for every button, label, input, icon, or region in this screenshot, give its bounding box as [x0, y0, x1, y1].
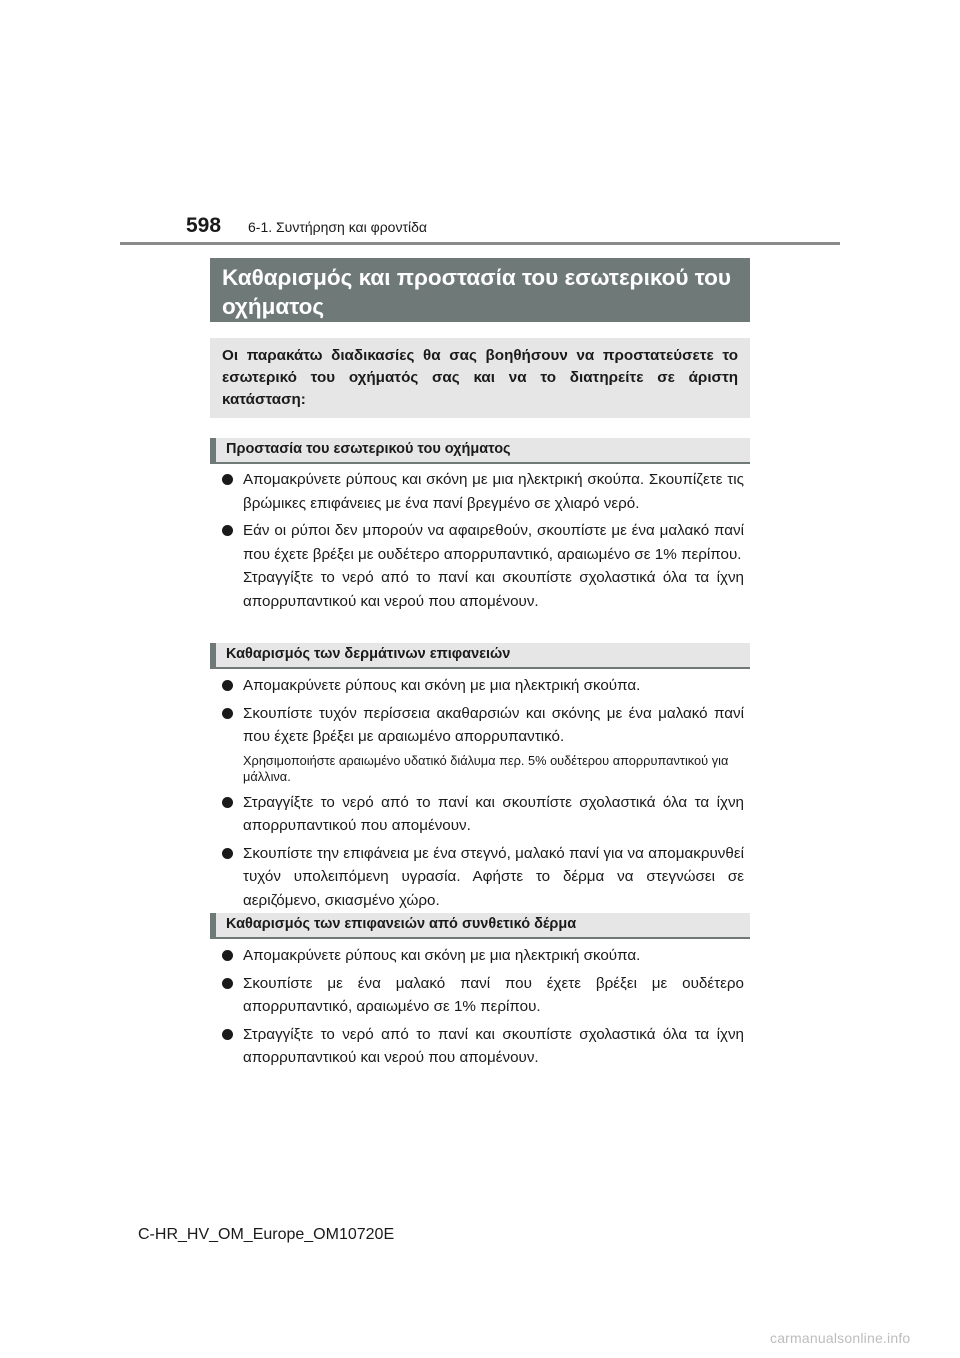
- bullet-icon: [222, 848, 233, 859]
- list-item: [222, 519, 744, 613]
- watermark-text: carmanualsonline.info: [770, 1330, 911, 1346]
- bullet-icon: [222, 1029, 233, 1040]
- list-item-extra-text: Στραγγίξτε το νερό από το πανί και σκουπίστε σχολαστικά όλα τα ίχνη απορρυπαντικού και νερού που απομένουν.: [243, 569, 744, 610]
- bullet-icon: [222, 950, 233, 961]
- list-item: [222, 791, 744, 838]
- bullet-icon: [222, 978, 233, 989]
- note-text: Χρησιμοποιήστε αραιωμένο υδατικό διάλυμα περ. 5% ουδέτερου απορρυπαντικού για μάλλινα.: [243, 752, 729, 784]
- section-heading-leather: Καθαρισμός των δερμάτινων επιφανειών: [210, 643, 750, 669]
- list-item-text: Στραγγίξτε το νερό από το πανί και σκουπίστε σχολαστικά όλα τα ίχνη απορρυπαντικού που απομένουν.: [243, 793, 744, 834]
- list-item: [222, 702, 744, 749]
- section-label: 6-1. Συντήρηση και φροντίδα: [248, 219, 427, 235]
- list-item-text: Απομακρύνετε ρύπους και σκόνη με μια ηλεκτρική σκούπα.: [243, 677, 641, 694]
- list-item-text: Σκουπίστε με ένα μαλακό πανί που έχετε βρέξει με ουδέτερο απορρυπαντικό, αραιωμένο σε 1% περίπου.: [243, 974, 744, 1015]
- intro-box: Οι παρακάτω διαδικασίες θα σας βοηθήσουν να προστατεύσετε το εσωτερικό του οχήματός σας και να το διατηρείτε σε άριστη κατάσταση:: [210, 338, 750, 418]
- page-number: 598: [186, 214, 222, 237]
- list-item: [222, 1023, 744, 1070]
- list-item: [222, 842, 744, 913]
- list-item: [222, 468, 744, 515]
- bullet-icon: [222, 680, 233, 691]
- bullet-icon: [222, 525, 233, 536]
- header-rule: [120, 242, 840, 245]
- section-leather: [222, 674, 744, 916]
- list-item-text: Απομακρύνετε ρύπους και σκόνη με μια ηλεκτρική σκούπα. Σκουπίζετε τις βρώμικες επιφάνειες με ένα πανί βρεγμένο σε χλιαρό νερό.: [243, 471, 744, 512]
- list-item-text: Στραγγίξτε το νερό από το πανί και σκουπίστε σχολαστικά όλα τα ίχνη απορρυπαντικού και νερού που απομένουν.: [243, 1025, 744, 1066]
- document-code: C-HR_HV_OM_Europe_OM10720E: [138, 1226, 395, 1243]
- section-heading-interior-protection: Προστασία του εσωτερικού του οχήματος: [210, 438, 750, 464]
- list-item-text: Εάν οι ρύποι δεν μπορούν να αφαιρεθούν, σκουπίστε με ένα μαλακό πανί που έχετε βρέξει με ουδέτερο απορρυπαντικό, αραιωμένο σε 1% περίπου.: [243, 522, 744, 563]
- bullet-icon: [222, 474, 233, 485]
- section-synthetic-leather: [222, 944, 744, 1074]
- list-item-text: Σκουπίστε την επιφάνεια με ένα στεγνό, μαλακό πανί για να απομακρυνθεί τυχόν υπολειπόμενη υγρασία. Αφήστε το δέρμα να στεγνώσει σε αεριζόμενο, σκιασμένο χώρο.: [243, 844, 744, 909]
- section-heading-synthetic-leather: Καθαρισμός των επιφανειών από συνθετικό δέρμα: [210, 913, 750, 939]
- list-item-text: Σκουπίστε τυχόν περίσσεια ακαθαρσιών και σκόνης με ένα μαλακό πανί που έχετε βρέξει με αραιωμένο απορρυπαντικό.: [243, 704, 744, 745]
- bullet-icon: [222, 708, 233, 719]
- page-title: Καθαρισμός και προστασία του εσωτερικού του οχήματος: [210, 258, 750, 322]
- list-item: [222, 972, 744, 1019]
- section-interior-protection: [222, 468, 744, 617]
- list-item-text: Απομακρύνετε ρύπους και σκόνη με μια ηλεκτρική σκούπα.: [243, 947, 641, 964]
- bullet-icon: [222, 797, 233, 808]
- list-item: [222, 674, 744, 698]
- list-item: [222, 944, 744, 968]
